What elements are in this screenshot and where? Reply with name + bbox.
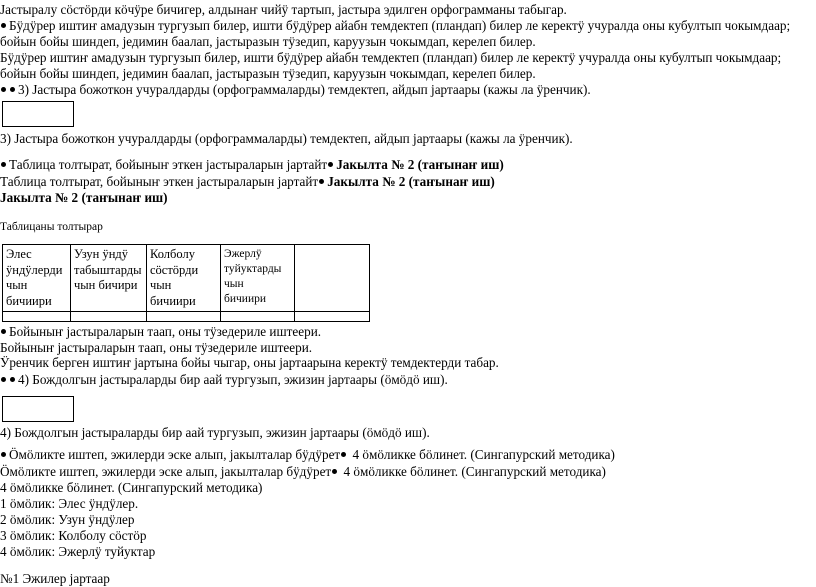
bullet-icon xyxy=(1,377,6,382)
task3-line: 3) Jастыра божоткон учуралдарды (орфограммаларды) темдектеп, айдып јартаары (кажы ла ӱренчик). xyxy=(0,131,573,146)
task4-bullet-text: 4) Бождолгын јастыраларды бир аай тургузып, эжизин јартаары (ӧмӧдӧ иш). xyxy=(18,372,448,387)
table-section-line-2 xyxy=(0,174,495,190)
groups-line-2-tail: 4 ӧмӧликке бӧлинет. (Сингапурский методика) xyxy=(340,464,606,479)
group-item-1: 1 ӧмӧлик: Элес ӱндӱлер. xyxy=(0,496,139,511)
intro-line-4: Бӱдӱрер иштиҥ амадузын тургузып билер, ишти бӱдӱрер айабн темдектеп (пландап) билер ле керектӱ учуралда оны кубултып чокымдаар; xyxy=(0,50,782,65)
bullet-icon xyxy=(10,87,15,92)
groups-line-1-text: Ӧмӧликте иштеп, эжилерди эске алып, јакылталар бӱдӱрет xyxy=(9,447,341,462)
after-table-line-2: Ӱренчик берген иштиҥ јартына бойы чыгар, оны јартаарына керектӱ темдектерди табар. xyxy=(0,355,499,370)
answer-box-1[interactable] xyxy=(2,101,74,127)
intro-line-5: бойын бойы шиндеп, једимин баалап, јастыразын тӱзедип, каруузын чокымдап, керелеп билер. xyxy=(0,66,536,81)
table-cell[interactable] xyxy=(221,312,295,322)
column-header-empty xyxy=(295,245,370,312)
groups-line-2-text: Ӧмӧликте иштеп, эжилерди эске алып, јакылталар бӱдӱрет xyxy=(0,464,332,479)
bullet-icon xyxy=(332,469,337,474)
table-cell[interactable] xyxy=(147,312,221,322)
task4-line: 4) Бождолгын јастыраларды бир аай тургузып, эжизин јартаары (ӧмӧдӧ иш). xyxy=(0,425,430,440)
table-cell[interactable] xyxy=(3,312,71,322)
groups-line-1-tail: 4 ӧмӧликке бӧлинет. (Сингапурский методика) xyxy=(349,447,615,462)
after-table-bullet-line xyxy=(0,324,321,340)
table-section-text-2: Таблица толтырат, бойыныҥ эткен јастыраларын јартайт xyxy=(0,174,319,189)
bullet-icon xyxy=(1,162,6,167)
bullet-icon xyxy=(341,452,346,457)
table-header-row xyxy=(3,245,370,312)
column-header: Узун ӱндӱ табыштарды чын бичири xyxy=(71,245,147,312)
after-table-line-1: Бойыныҥ јастыраларын таап, оны тӱзедериле иштеери. xyxy=(0,340,313,355)
task2-heading: Jакылта № 2 (таҥынаҥ иш) xyxy=(327,174,495,189)
task3-bullet-text: 3) Jастыра божоткон учуралдарды (орфограммаларды) темдектеп, айдып јартаары (кажы ла ӱренчик). xyxy=(18,82,591,97)
errors-table xyxy=(2,244,370,322)
answer-box-2[interactable] xyxy=(2,396,74,422)
table-title: Таблицаны толтырар xyxy=(0,221,103,233)
intro-line-1: Jастыралу сӧстӧрди кӧчӱре бичигер, алдынаҥ чийӱ тартып, јастыра эдилген орфограмманы табыгар. xyxy=(0,2,567,17)
column-header: Эжерлӱ туйуктарды чын бичиири xyxy=(221,245,295,312)
intro-line-2 xyxy=(0,18,790,34)
bullet-icon xyxy=(319,179,324,184)
group-item-4: 4 ӧмӧлик: Эжерлӱ туйуктар xyxy=(0,544,156,559)
bullet-icon xyxy=(1,87,6,92)
table-section-text-1: Таблица толтырат, бойыныҥ эткен јастыраларын јартайт xyxy=(9,157,328,172)
after-table-bullet-text: Бойыныҥ јастыраларын таап, оны тӱзедериле иштеери. xyxy=(9,324,322,339)
task2-heading: Jакылта № 2 (таҥынаҥ иш) xyxy=(336,157,504,172)
table-row xyxy=(3,312,370,322)
column-header: Колболу сӧстӧрди чын бичиири xyxy=(147,245,221,312)
table-cell[interactable] xyxy=(295,312,370,322)
bullet-icon xyxy=(328,162,333,167)
bullet-icon xyxy=(1,23,6,28)
intro-line-2-text: Бӱдӱрер иштиҥ амадузын тургузып билер, ишти бӱдӱрер айабн темдектеп (пландап) билер ле керектӱ учуралда оны кубултып чокымдаар; xyxy=(9,18,791,33)
column-header: Элес ӱндӱлерди чын бичиири xyxy=(3,245,71,312)
groups-line-2 xyxy=(0,464,606,480)
groups-line-1 xyxy=(0,447,615,463)
bullet-icon xyxy=(1,452,6,457)
task2-heading-standalone: Jакылта № 2 (таҥынаҥ иш) xyxy=(0,190,168,205)
task4-bullet-line xyxy=(0,372,448,388)
table-cell[interactable] xyxy=(71,312,147,322)
groups-footer: №1 Эжилер јартаар xyxy=(0,571,110,586)
intro-line-3: бойын бойы шиндеп, једимин баалап, јастыразын тӱзедип, каруузын чокымдап, керелеп билер. xyxy=(0,34,536,49)
group-item-2: 2 ӧмӧлик: Узун ӱндӱлер xyxy=(0,512,135,527)
task3-bullet-line xyxy=(0,82,591,98)
group-item-3: 3 ӧмӧлик: Колболу сӧстӧр xyxy=(0,528,147,543)
bullet-icon xyxy=(10,377,15,382)
bullet-icon xyxy=(1,329,6,334)
groups-line-3: 4 ӧмӧликке бӧлинет. (Сингапурский методика) xyxy=(0,480,263,495)
table-section-line-1 xyxy=(0,157,504,173)
